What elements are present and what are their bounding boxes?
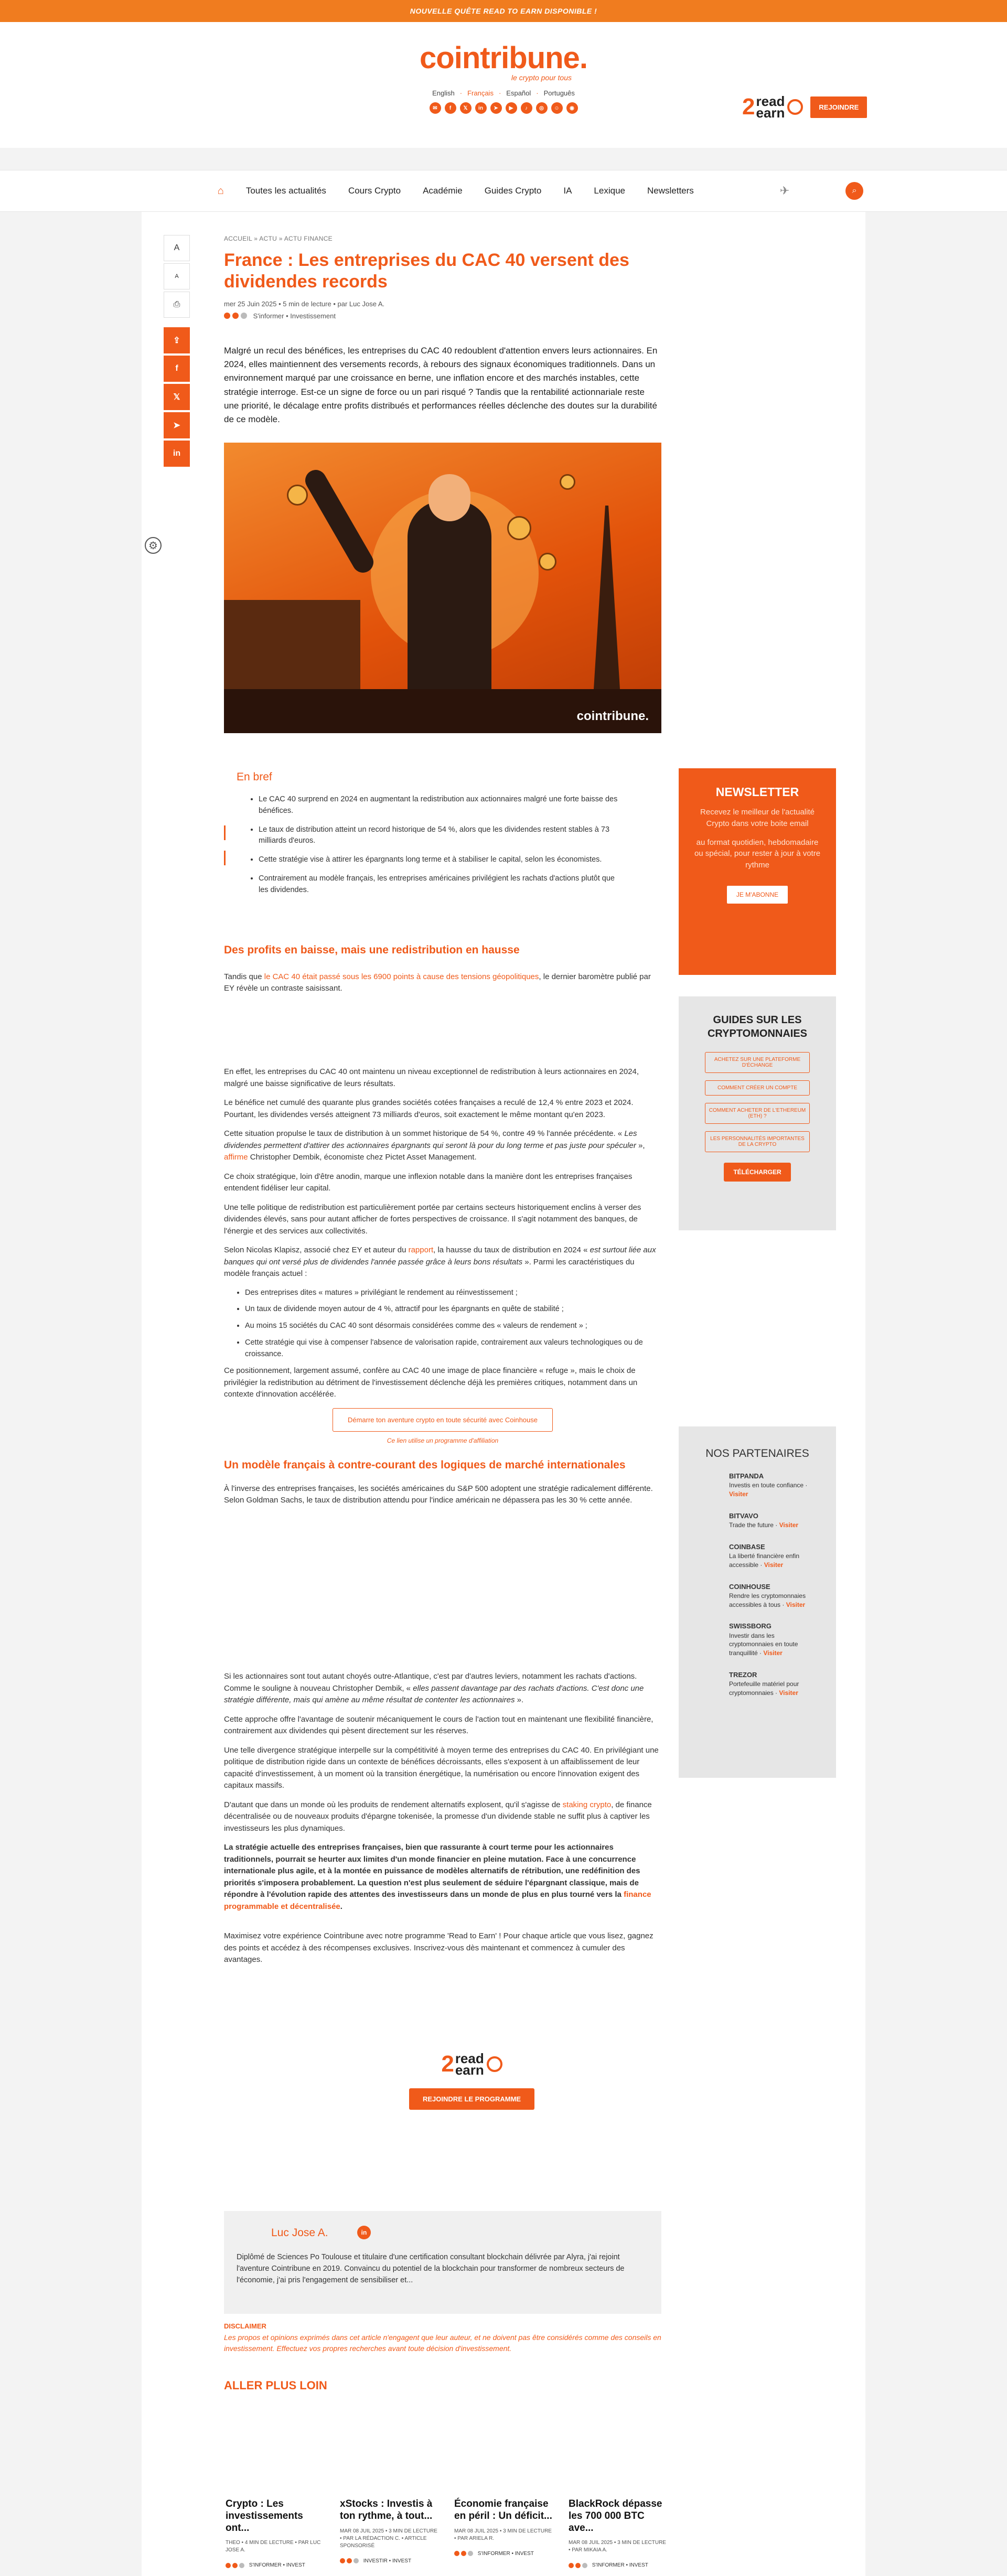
search-icon[interactable]: ⌕ — [845, 182, 863, 200]
share-toolbar — [164, 235, 190, 469]
join-button[interactable]: REJOINDRE — [810, 96, 867, 118]
print-icon[interactable]: ⎙ — [164, 292, 190, 318]
facebook-icon[interactable]: f — [445, 102, 456, 114]
nav-glossary[interactable]: Lexique — [594, 186, 625, 196]
card-tags: S'INFORMER • INVEST — [226, 2562, 325, 2568]
author-bio: Diplômé de Sciences Po Toulouse et titulaire d'une certification consultant blockchain délivrée par Alyra, j'ai rejoint l'aventure Cointribune en 2019. Convaincu du potentiel de la blockchain pour transformer de nombreux secteurs de l'économie, j'ai pris l'engagement de sensibiliser et... — [237, 2253, 625, 2284]
related-card[interactable] — [454, 2498, 554, 2568]
article-meta: mer 25 Juin 2025 • 5 min de lecture • par Luc Jose A. — [224, 299, 385, 308]
paragraph: À l'inverse des entreprises françaises, les sociétés américaines du S&P 500 adoptent une stratégie radicalement différente. Selon Goldman Sachs, le taux de distribution attendu pour l'indice américain ne dépassera pas les 30 % cette année. — [224, 1484, 653, 1505]
read-to-earn-logo: 2 read earn — [441, 2053, 502, 2076]
paragraph: Tandis que le CAC 40 était passé sous les 6900 points à cause des tensions géopolitiques, le dernier baromètre publié par EY révèle un contraste saisissant. — [224, 972, 651, 993]
article-tags: S'informer • Investissement — [224, 312, 661, 320]
article-body-3 — [224, 1671, 661, 1973]
list-item: • Cette stratégie vise à attirer les épargnants long terme et à stabiliser le capital, selon les économistes. — [259, 854, 626, 866]
home-icon[interactable]: ⌂ — [217, 185, 224, 197]
language-switcher: English · Français · Español · Português — [432, 89, 575, 97]
guide-link[interactable]: COMMENT CRÉER UN COMPTE — [705, 1080, 810, 1096]
newsletter-widget — [679, 768, 836, 975]
linkedin-icon[interactable]: in — [357, 2226, 371, 2239]
email-icon[interactable]: ✉ — [430, 102, 441, 114]
visit-link[interactable]: Visiter — [779, 1689, 798, 1697]
related-heading: ALLER PLUS LOIN — [224, 2379, 327, 2392]
visit-link[interactable]: Visiter — [729, 1490, 748, 1498]
share-icon[interactable]: ⇪ — [164, 327, 190, 353]
card-title[interactable]: xStocks : Investis à ton rythme, à tout... — [340, 2498, 433, 2521]
defi-link[interactable]: finance programmable et décentralisée — [224, 1890, 651, 1911]
lang-francais[interactable]: Français — [467, 89, 494, 97]
list-item: • Au moins 15 sociétés du CAC 40 sont désormais considérées comme des « valeurs de rendement » ; — [245, 1321, 661, 1332]
social-links — [420, 102, 587, 114]
subscribe-button[interactable]: JE M'ABONNE — [727, 886, 788, 904]
nav-all-news[interactable]: Toutes les actualités — [245, 186, 326, 196]
nav-ai[interactable]: IA — [563, 186, 572, 196]
summary-title: En bref — [237, 771, 272, 783]
font-increase-icon[interactable]: A — [164, 235, 190, 261]
related-card[interactable] — [569, 2498, 668, 2568]
visit-link[interactable]: Visiter — [786, 1601, 806, 1608]
author-box — [224, 2211, 661, 2314]
partners-widget — [679, 1426, 836, 1778]
guides-widget — [679, 996, 836, 1230]
related-articles — [226, 2498, 668, 2568]
card-tags: S'INFORMER • INVEST — [454, 2551, 554, 2557]
paragraph: D'autant que dans un monde où les produits de rendement alternatifs explosent, qu'il s'agisse de staking crypto, de finance décentralisée ou de nouveaux produits d'épargne tokenisée, la promesse d'un dividende stable ne suffit plus à captiver les investisseurs les plus dynamiques. — [224, 1800, 652, 1833]
tiktok-icon[interactable]: ♪ — [521, 102, 532, 114]
characteristics-list — [245, 1287, 661, 1360]
newsletter-title: NEWSLETTER — [715, 785, 799, 799]
youtube-icon[interactable]: ▶ — [506, 102, 517, 114]
card-meta: THEO • 4 MIN DE LECTURE • PAR LUC JOSE A. — [226, 2540, 321, 2553]
settings-gear-icon[interactable]: ⚙ — [145, 537, 162, 554]
partner-item[interactable]: BITVAVO Trade the future · Visiter — [729, 1511, 799, 1529]
card-tags: INVESTIR • INVEST — [340, 2558, 440, 2564]
paragraph: Ce choix stratégique, loin d'être anodin, marque une inflexion notable dans la manière dont les entreprises françaises entendent fidéliser leur capital. — [224, 1172, 633, 1193]
paragraph: Selon Nicolas Klapisz, associé chez EY et auteur du rapport, la hausse du taux de distribution en 2024 « est surtout liée aux banques qui ont versé plus de dividendes l'année passée grâce à leurs bons résultats ». Parmi les caractéristiques du modèle français actuel : — [224, 1246, 656, 1278]
announcement-bar[interactable] — [0, 0, 1007, 22]
author-name[interactable]: Luc Jose A. — [271, 2227, 328, 2239]
download-button[interactable]: TÉLÉCHARGER — [724, 1163, 790, 1182]
visit-link[interactable]: Visiter — [779, 1521, 799, 1529]
related-card[interactable] — [226, 2498, 325, 2568]
nav-crypto-prices[interactable]: Cours Crypto — [348, 186, 401, 196]
card-title[interactable]: BlackRock dépasse les 700 000 BTC ave... — [569, 2498, 662, 2534]
send-icon[interactable]: ✈ — [779, 184, 790, 197]
section-heading-2: Un modèle français à contre-courant des logiques de marché internationales — [224, 1459, 626, 1472]
staking-link[interactable]: staking crypto — [562, 1800, 612, 1809]
paragraph: Une telle divergence stratégique interpelle sur la compétitivité à moyen terme des entreprises du CAC 40. En privilégiant une politique de distribution rigide dans un contexte de bénéfices décroissants, elles s'exposent à un affaiblissement de leur capacité d'investissement, à un moment où la transition énergétique, la numérisation ou encore l'innovation exigent des capitaux massifs. — [224, 1745, 659, 1790]
discord-icon[interactable]: ☺ — [551, 102, 563, 114]
paragraph: La stratégie actuelle des entreprises françaises, bien que rassurante à court terme pour les actionnaires traditionnels, pourrait se heurter aux limites d'un monde financier en pleine mutation. Face à une concurrence internationale plus agile, et à la montée en puissance de modèles alternatifs de rétribution, une redéfinition des priorités s'imposera probablement. La question n'est plus seulement de séduire l'épargnant classique, mais de répondre à l'évolution rapide des attentes des investisseurs dans un monde de plus en plus tourné vers la finance programmable et décentralisée. — [224, 1843, 651, 1911]
font-decrease-icon[interactable]: A — [164, 263, 190, 289]
list-item: • Le CAC 40 surprend en 2024 en augmentant la redistribution aux actionnaires malgré une forte baisse des bénéfices. — [259, 794, 626, 817]
hero-image — [224, 443, 661, 733]
card-meta: MAR 08 JUIL 2025 • 3 MIN DE LECTURE • PAR ARIELA R. — [454, 2528, 552, 2541]
list-item: • Des entreprises dites « matures » privilégiant le rendement au réinvestissement ; — [245, 1287, 661, 1299]
related-card[interactable] — [340, 2498, 440, 2568]
site-header — [0, 22, 1007, 148]
guide-link[interactable]: COMMENT ACHETER DE L'ETHEREUM (ETH) ? — [705, 1103, 810, 1124]
article-body-2 — [224, 1066, 661, 1514]
x-icon[interactable]: 𝕏 — [460, 102, 472, 114]
quote-source-link[interactable]: affirme — [224, 1153, 248, 1162]
paragraph: Ce positionnement, largement assumé, confère au CAC 40 une image de place financière « refuge », mais le choix de privilégier la redistribution au détriment de l'investissement déclenche déjà les premières critiques, notamment dans un contexte d'innovation accélérée. — [224, 1366, 638, 1399]
read-to-earn-block — [409, 2053, 534, 2110]
partner-item[interactable]: COINHOUSE Rendre les cryptomonnaies accessibles à tous · Visiter — [729, 1582, 806, 1608]
card-meta: MAR 08 JUIL 2025 • 3 MIN DE LECTURE • PAR MIKAIA A. — [569, 2540, 666, 2553]
card-title[interactable]: Économie française en péril : Un déficit... — [454, 2498, 552, 2521]
list-item: • Cette stratégie qui vise à compenser l'absence de valorisation rapide, contrairement aux valeurs technologiques ou de croissance. — [245, 1337, 661, 1360]
affiliate-note: Ce lien utilise un programme d'affiliation — [387, 1437, 499, 1445]
visit-link[interactable]: Visiter — [763, 1649, 783, 1657]
paragraph: Si les actionnaires sont tout autant choyés outre-Atlantique, c'est par d'autres leviers, notamment les rachats d'actions. Comme le souligne à nouveau Christopher Dembik, « elles passent davantage par des rachats d'actions. C'est donc une stratégie différente, mais qui amène au même résultat de contenter les actionnaires ». — [224, 1672, 644, 1704]
site-logo[interactable] — [414, 43, 593, 82]
coinhouse-cta-button[interactable]: Démarre ton aventure crypto en toute sécurité avec Coinhouse — [333, 1408, 553, 1432]
telegram-icon[interactable]: ➤ — [490, 102, 502, 114]
cac40-link[interactable]: le CAC 40 était passé sous les 6900 points à cause des tensions géopolitiques — [264, 972, 539, 981]
list-item: • Un taux de dividende moyen autour de 4 %, attractif pour les épargnants en quête de stabilité ; — [245, 1304, 661, 1315]
summary-accent-bar — [224, 851, 226, 865]
disclaimer-text: Les propos et opinions exprimés dans cet article n'engagent que leur auteur, et ne doivent pas être considérés comme des conseils en investissement. Effectuez vos propres recherches avant toute décision d'investissement. — [224, 2333, 661, 2353]
partners-title: NOS PARTENAIRES — [705, 1447, 809, 1459]
lang-english[interactable]: English — [432, 89, 455, 97]
lang-portugues[interactable]: Português — [543, 89, 575, 97]
guide-link[interactable]: LES PERSONNALITÉS IMPORTANTES DE LA CRYPTO — [705, 1131, 810, 1152]
join-program-button[interactable]: REJOINDRE LE PROGRAMME — [409, 2088, 534, 2110]
summary-accent-bar — [224, 825, 226, 840]
paragraph: Le bénéfice net cumulé des quarante plus grandes sociétés cotées françaises a reculé de 12,4 % entre 2023 et 2024. Pourtant, les dividendes versés atteignent 73 milliards d'euros, soit exactement le même montant qu'en 2023. — [224, 1098, 634, 1119]
telegram-share-icon[interactable]: ➤ — [164, 412, 190, 438]
partner-item[interactable]: SWISSBORG Investir dans les cryptomonnaies en toute tranquillité · Visiter — [729, 1622, 798, 1657]
paragraph: Une telle politique de redistribution est particulièrement portée par certains secteurs historiquement enclins à verser des dividendes élevés, sans pour autant afficher de fortes perspectives de croissance. Il s'agit notamment des banques, de l'énergie et des services aux collectivités. — [224, 1203, 641, 1236]
nav-crypto-guides[interactable]: Guides Crypto — [484, 186, 542, 196]
rss-icon[interactable]: ◉ — [566, 102, 578, 114]
nav-academy[interactable]: Académie — [423, 186, 463, 196]
list-item: • Le taux de distribution atteint un record historique de 54 %, alors que les dividendes restent stables à 73 milliards d'euros. — [259, 824, 626, 847]
partner-item[interactable]: TREZOR Portefeuille matériel pour cryptomonnaies · Visiter — [729, 1670, 799, 1697]
article-header — [224, 235, 661, 733]
linkedin-icon[interactable]: in — [475, 102, 487, 114]
list-item: • Contrairement au modèle français, les entreprises américaines privilégient les rachats d'actions plutôt que les dividendes. — [259, 873, 626, 896]
linkedin-share-icon[interactable]: in — [164, 441, 190, 467]
visit-link[interactable]: Visiter — [764, 1561, 784, 1569]
guides-title: GUIDES SUR LES CRYPTOMONNAIES — [707, 1014, 808, 1039]
facebook-share-icon[interactable]: f — [164, 356, 190, 382]
read-to-earn-logo[interactable]: 2 read earn — [742, 95, 803, 119]
instagram-icon[interactable]: ◎ — [536, 102, 548, 114]
newsletter-text: au format quotidien, hebdomadaire ou spécial, pour rester à jour à votre rythme — [694, 838, 821, 870]
partner-item[interactable]: COINBASE La liberté financière enfin accessible · Visiter — [729, 1542, 800, 1569]
article-body-1 — [224, 942, 661, 1002]
paragraph: Maximisez votre expérience Cointribune avec notre programme 'Read to Earn' ! Pour chaque article que vous lisez, gagnez des points et accédez à des récompenses exclusives. Inscrivez-vous dès maintenant et commencez à cumuler des avantages. — [224, 1931, 654, 1964]
paragraph: Cette approche offre l'avantage de soutenir mécaniquement le cours de l'action tout en maintenant une flexibilité financière, contrairement aux dividendes qui pèsent directement sur les réserves. — [224, 1714, 654, 1735]
disclaimer — [224, 2322, 661, 2354]
page-title: France : Les entreprises du CAC 40 versent des dividendes records — [224, 250, 629, 292]
summary-list — [259, 794, 626, 896]
read-to-earn-promo — [742, 95, 867, 119]
card-tags: S'INFORMER • INVEST — [569, 2562, 668, 2568]
x-share-icon[interactable]: 𝕏 — [164, 384, 190, 410]
main-nav — [0, 170, 1007, 212]
lang-espanol[interactable]: Español — [506, 89, 531, 97]
report-link[interactable]: rapport — [408, 1246, 434, 1254]
article-lead: Malgré un recul des bénéfices, les entreprises du CAC 40 redoublent d'attention envers leurs actionnaires. En 2024, elles maintiennent des versements records, à rebours des signaux économiques traditionnels. Dans un environnement marqué par une croissance en berne, une inflation encore et des marchés instables, cette stratégie interroge. Est-ce un signe de force ou un pari risqué ? Tandis que la rentabilité actionnariale reste une priorité, le décalage entre profits distribués et performances réelles déclenche des doutes sur la durabilité de ce modèle. — [224, 345, 658, 425]
hero-watermark: cointribune. — [576, 709, 649, 723]
partner-item[interactable]: BITPANDA Investis en toute confiance · Visiter — [729, 1472, 808, 1498]
logo-text[interactable]: cointribune. — [420, 41, 587, 75]
summary-box — [224, 771, 661, 903]
section-heading-1: Des profits en baisse, mais une redistribution en hausse — [224, 944, 520, 956]
breadcrumb[interactable]: ACCUEIL » ACTU » ACTU FINANCE — [224, 235, 333, 242]
announcement-text[interactable]: NOUVELLE QUÊTE READ TO EARN DISPONIBLE ! — [410, 7, 597, 15]
paragraph: Cette situation propulse le taux de distribution à un sommet historique de 54 %, contre 49 % l'année précédente. « Les dividendes permettent d'attirer des actionnaires épargnants qui seront là pour du long terme et pas juste pour spéculer », affirme Christopher Dembik, économiste chez Pictet Asset Management. — [224, 1129, 645, 1162]
nav-newsletters[interactable]: Newsletters — [647, 186, 694, 196]
card-title[interactable]: Crypto : Les investissements ont... — [226, 2498, 303, 2534]
guide-link[interactable]: ACHETEZ SUR UNE PLATEFORME D'ÉCHANGE — [705, 1052, 810, 1073]
newsletter-text: Recevez le meilleur de l'actualité Crypto dans votre boite email — [700, 808, 815, 828]
disclaimer-title: DISCLAIMER — [224, 2322, 266, 2330]
logo-tagline: le crypto pour tous — [511, 73, 572, 82]
paragraph: En effet, les entreprises du CAC 40 ont maintenu un niveau exceptionnel de redistribution à leurs actionnaires en 2024, malgré une baisse significative de leurs résultats. — [224, 1067, 639, 1088]
card-meta: MAR 08 JUIL 2025 • 3 MIN DE LECTURE • PAR LA RÉDACTION C. • ARTICLE SPONSORISÉ — [340, 2528, 437, 2549]
